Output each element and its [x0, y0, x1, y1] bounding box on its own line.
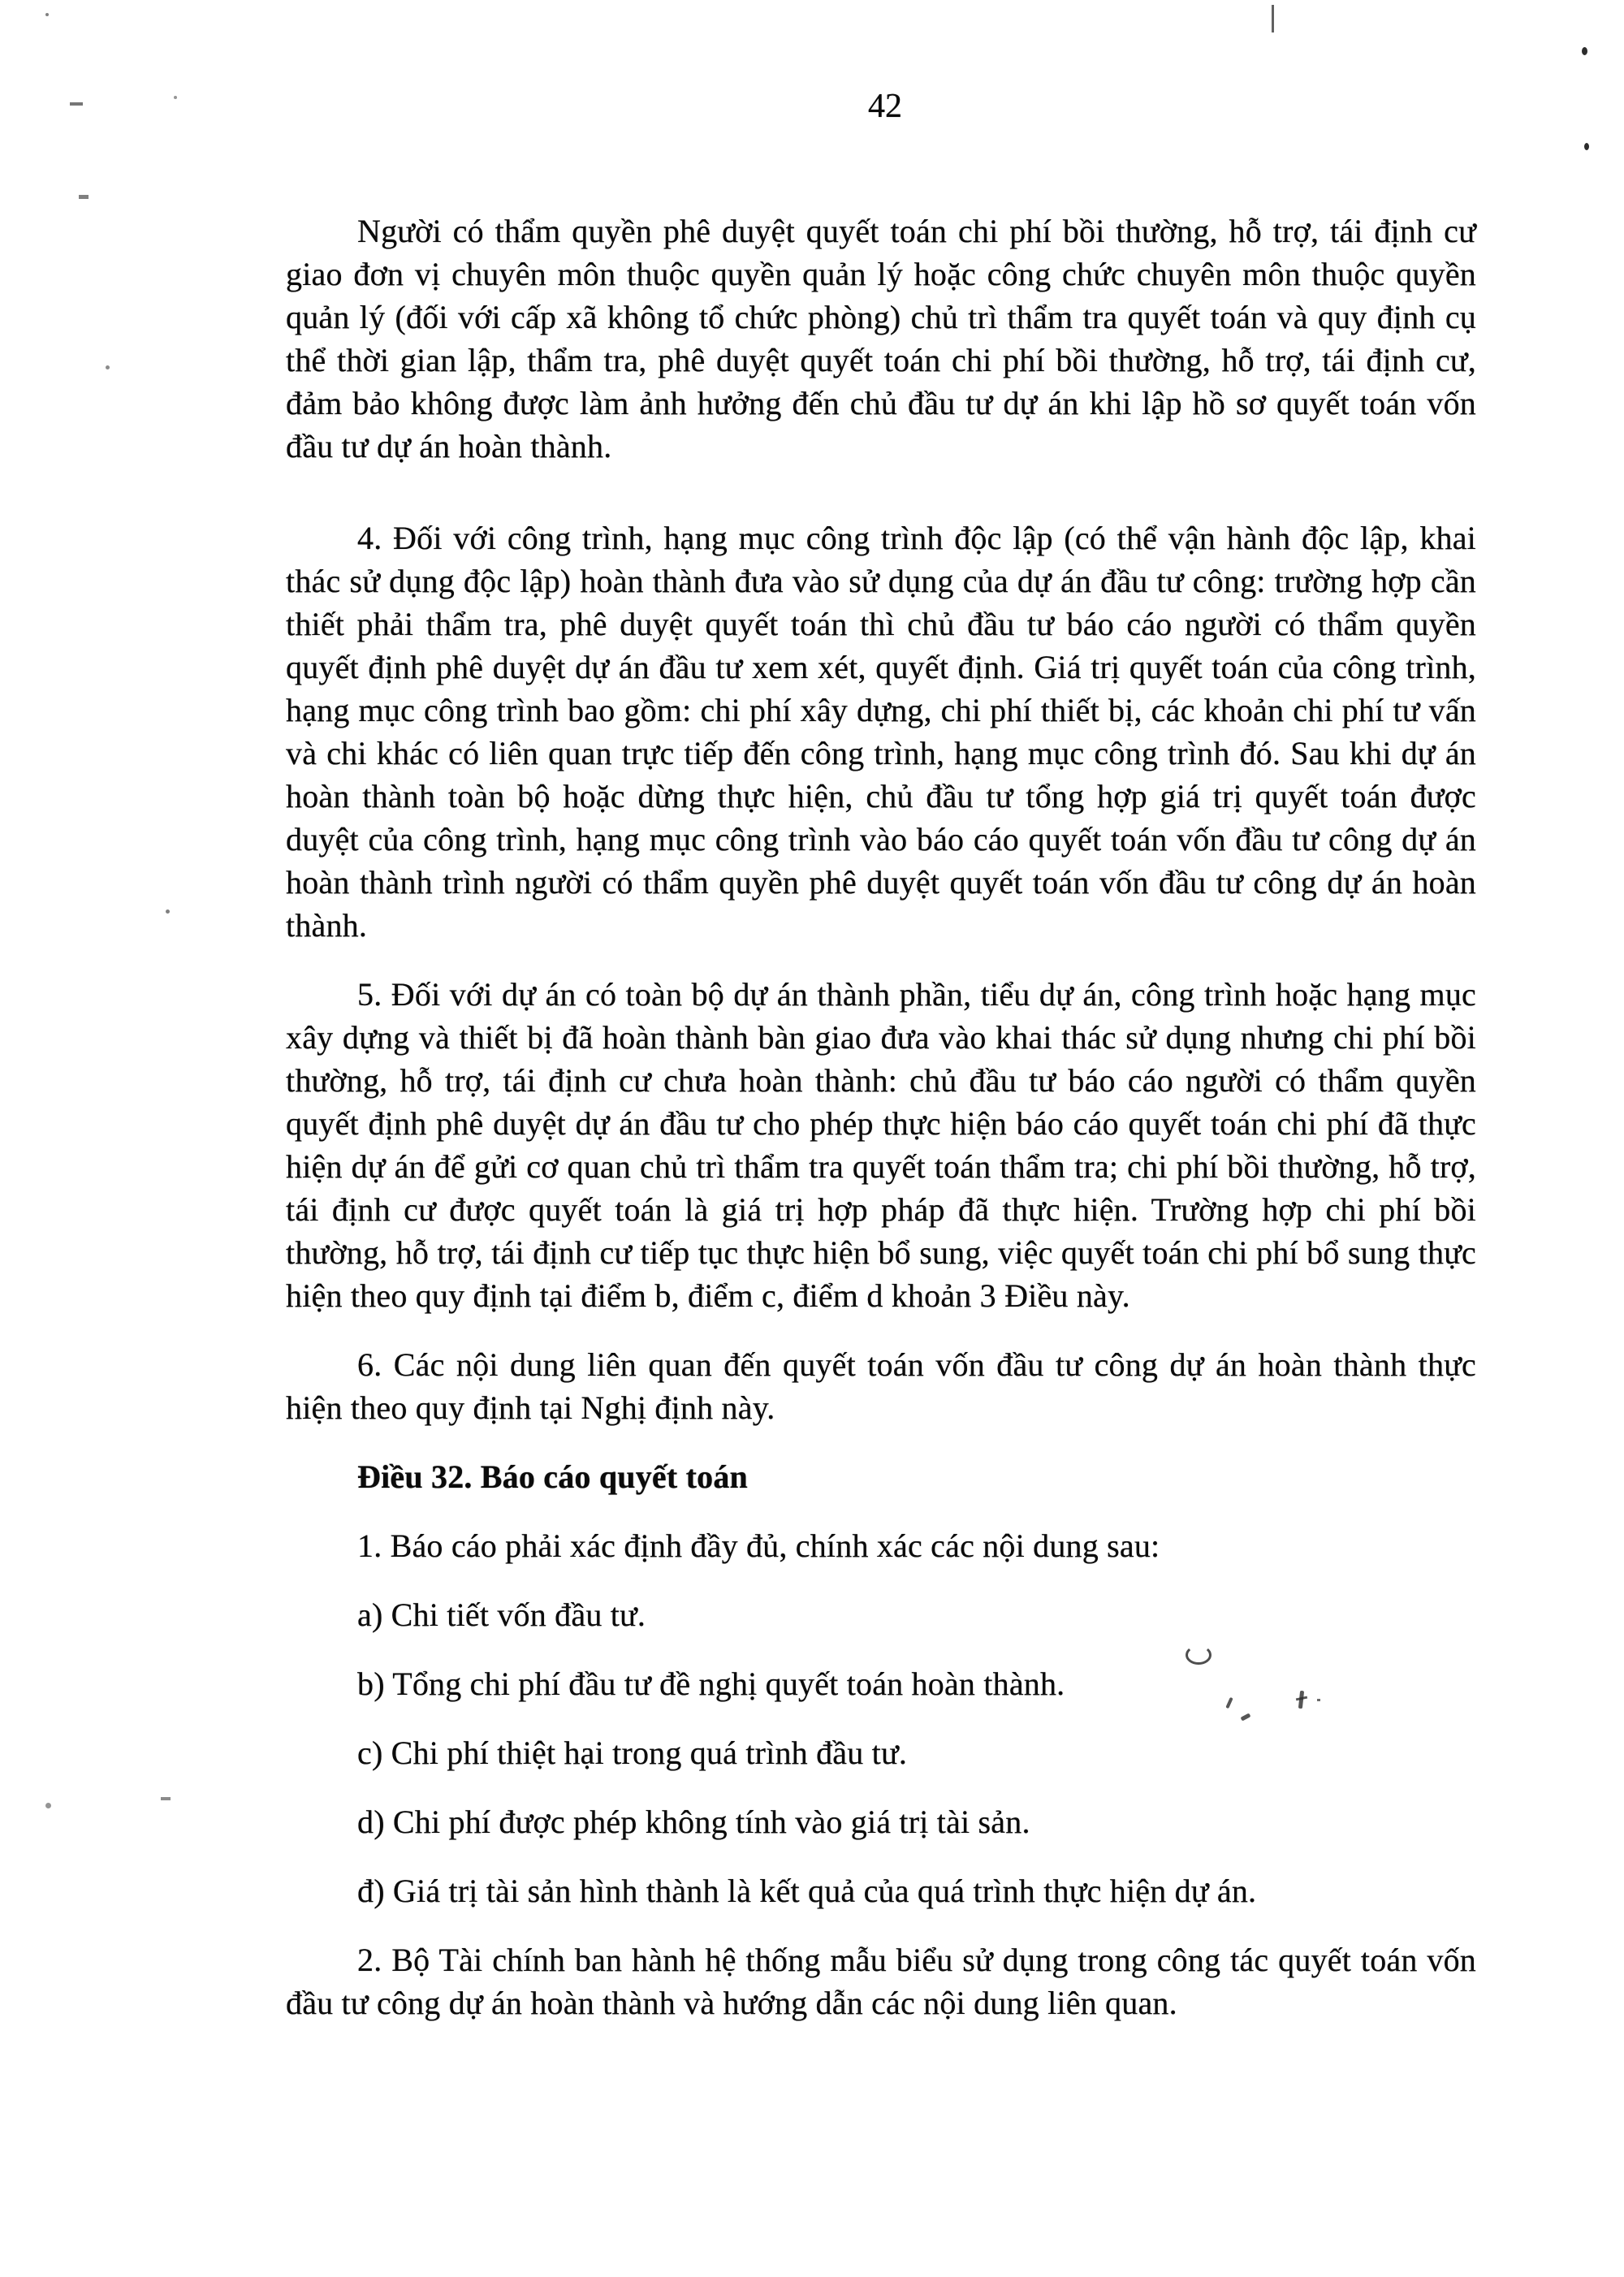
- document-body: [286, 210, 1476, 2050]
- page-number: 42: [868, 88, 902, 125]
- list-item-d: d) Chi phí được phép không tính vào giá trị tài sản.: [357, 1804, 1030, 1840]
- scan-artifact: [174, 96, 177, 99]
- pen-mark: [1317, 1699, 1320, 1701]
- scan-artifact: [1584, 143, 1589, 150]
- scan-artifact: [1186, 1645, 1212, 1665]
- scan-artifact: [166, 910, 170, 914]
- scan-artifact: [1272, 5, 1274, 32]
- paragraph-bodytext: Người có thẩm quyền phê duyệt quyết toán chi phí bồi thường, hỗ trợ, tái định cư giao đơn vị chuyên môn thuộc quyền quản lý hoặc công chức chuyên môn thuộc quyền quản lý (đối với cấp xã không tổ chức phòng) chủ trì thẩm tra quyết toán và quy định cụ thể thời gian lập, thẩm tra, phê duyệt quyết toán chi phí bồi thường, hỗ trợ, tái định cư, đảm bảo không được làm ảnh hưởng đến chủ đầu tư dự án khi lập hồ sơ quyết toán vốn đầu tư dự án hoàn thành.: [286, 213, 1476, 464]
- scan-artifact: [106, 365, 110, 369]
- scan-artifact: [1582, 47, 1587, 55]
- list-item-b: b) Tổng chi phí đầu tư đề nghị quyết toán hoàn thành.: [357, 1666, 1065, 1702]
- paragraph-clause-5: 5. Đối với dự án có toàn bộ dự án thành phần, tiểu dự án, công trình hoặc hạng mục xây dựng và thiết bị đã hoàn thành bàn giao đưa vào khai thác sử dụng nhưng chi phí bồi thường, hỗ trợ, tái định cư chưa hoàn thành: chủ đầu tư báo cáo người có thẩm quyền quyết định phê duyệt dự án đầu tư cho phép thực hiện báo cáo quyết toán chi phí đã thực hiện dự án để gửi cơ quan chủ trì thẩm tra quyết toán thẩm tra; chi phí bồi thường, hỗ trợ, tái định cư được quyết toán là giá trị hợp pháp đã thực hiện. Trường hợp chi phí bồi thường, hỗ trợ, tái định cư tiếp tục thực hiện bổ sung, việc quyết toán chi phí bổ sung thực hiện theo quy định tại điểm b, điểm c, điểm d khoản 3 Điều này.: [286, 976, 1476, 1314]
- list-item-c: c) Chi phí thiệt hại trong quá trình đầu tư.: [357, 1735, 908, 1771]
- scan-artifact: [45, 1803, 51, 1808]
- list-item-a: a) Chi tiết vốn đầu tư.: [357, 1596, 646, 1633]
- paragraph-clause-6: 6. Các nội dung liên quan đến quyết toán vốn đầu tư công dự án hoàn thành thực hiện theo quy định tại Nghị định này.: [286, 1346, 1476, 1426]
- paragraph-clause-4: 4. Đối với công trình, hạng mục công trình độc lập (có thể vận hành độc lập, khai thác sử dụng độc lập) hoàn thành đưa vào sử dụng của dự án đầu tư công: trường hợp cần thiết phải thẩm tra, phê duyệt quyết toán thì chủ đầu tư báo cáo người có thẩm quyền quyết định phê duyệt dự án đầu tư xem xét, quyết định. Giá trị quyết toán của công trình, hạng mục công trình bao gồm: chi phí xây dựng, chi phí thiết bị, các khoản chi phí tư vấn và chi khác có liên quan trực tiếp đến công trình, hạng mục công trình đó. Sau khi dự án hoàn thành toàn bộ hoặc dừng thực hiện, chủ đầu tư tổng hợp giá trị quyết toán được duyệt của công trình, hạng mục công trình vào báo cáo quyết toán vốn đầu tư công dự án hoàn thành trình người có thẩm quyền phê duyệt quyết toán vốn đầu tư công dự án hoàn thành.: [286, 520, 1476, 944]
- list-item-dd: đ) Giá trị tài sản hình thành là kết quả của quá trình thực hiện dự án.: [357, 1873, 1257, 1909]
- scan-artifact: [79, 195, 89, 199]
- scan-artifact: [161, 1797, 171, 1800]
- scan-artifact: [70, 102, 83, 106]
- article-32-heading: Điều 32. Báo cáo quyết toán: [357, 1458, 748, 1495]
- paragraph-clause-2: 2. Bộ Tài chính ban hành hệ thống mẫu biểu sử dụng trong công tác quyết toán vốn đầu tư công dự án hoàn thành và hướng dẫn các nội dung liên quan.: [286, 1942, 1476, 2021]
- scan-artifact: [45, 13, 49, 16]
- paragraph-clause-1: 1. Báo cáo phải xác định đầy đủ, chính xác các nội dung sau:: [357, 1527, 1160, 1564]
